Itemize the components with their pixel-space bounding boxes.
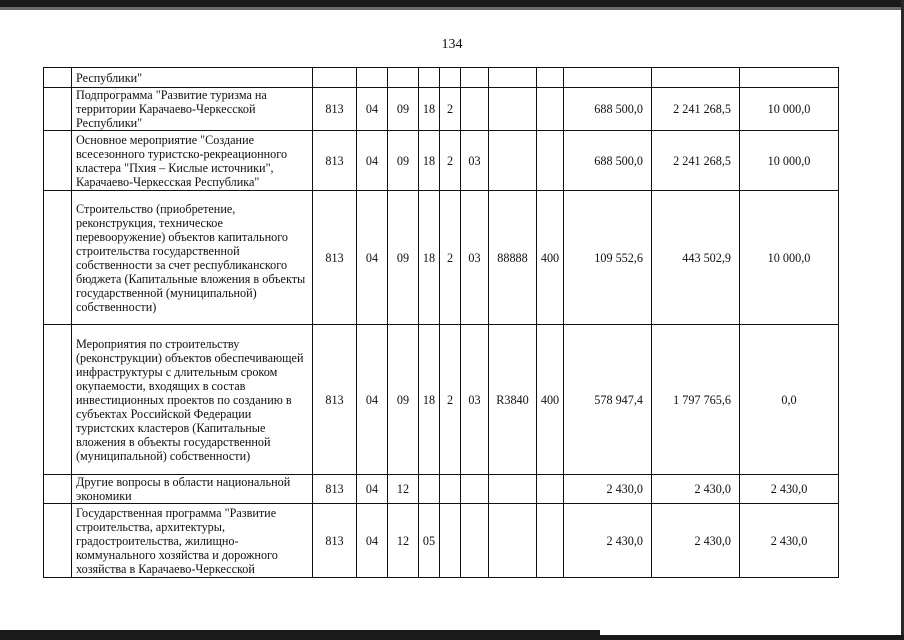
cell-cs3 xyxy=(461,68,489,88)
cell-cs2 xyxy=(440,504,461,578)
table-row xyxy=(44,191,839,325)
table-row xyxy=(44,88,839,131)
cell-s3: 0,0 xyxy=(740,325,839,475)
cell-pr: 12 xyxy=(388,504,419,578)
cell-ved: 813 xyxy=(313,88,357,131)
cell-rz xyxy=(357,68,388,88)
cell-blank xyxy=(44,131,72,191)
cell-pr: 09 xyxy=(388,131,419,191)
cell-s2: 2 241 268,5 xyxy=(652,88,740,131)
cell-cs1: 18 xyxy=(419,191,440,325)
cell-ved: 813 xyxy=(313,191,357,325)
cell-s1: 2 430,0 xyxy=(564,475,652,504)
cell-rz: 04 xyxy=(357,88,388,131)
table-row xyxy=(44,475,839,504)
cell-cs2: 2 xyxy=(440,88,461,131)
cell-cs4 xyxy=(489,475,537,504)
cell-cs3 xyxy=(461,88,489,131)
cell-cs2: 2 xyxy=(440,131,461,191)
cell-vr xyxy=(537,131,564,191)
cell-s2: 2 241 268,5 xyxy=(652,131,740,191)
cell-s3: 10 000,0 xyxy=(740,191,839,325)
cell-cs3 xyxy=(461,475,489,504)
cell-rz: 04 xyxy=(357,475,388,504)
cell-ved xyxy=(313,68,357,88)
cell-s2: 2 430,0 xyxy=(652,475,740,504)
cell-s1: 2 430,0 xyxy=(564,504,652,578)
cell-ved: 813 xyxy=(313,131,357,191)
cell-cs3: 03 xyxy=(461,325,489,475)
cell-ved: 813 xyxy=(313,504,357,578)
cell-cs1: 18 xyxy=(419,131,440,191)
cell-cs4: 88888 xyxy=(489,191,537,325)
cell-vr xyxy=(537,88,564,131)
cell-vr: 400 xyxy=(537,191,564,325)
cell-s3: 2 430,0 xyxy=(740,504,839,578)
cell-s3: 2 430,0 xyxy=(740,475,839,504)
cell-blank xyxy=(44,475,72,504)
cell-pr: 09 xyxy=(388,191,419,325)
cell-s2 xyxy=(652,68,740,88)
cell-vr xyxy=(537,68,564,88)
cell-pr: 09 xyxy=(388,325,419,475)
cell-blank xyxy=(44,191,72,325)
cell-cs1: 18 xyxy=(419,88,440,131)
table-row xyxy=(44,68,839,88)
cell-pr: 12 xyxy=(388,475,419,504)
cell-rz: 04 xyxy=(357,191,388,325)
cell-pr xyxy=(388,68,419,88)
cell-s2: 2 430,0 xyxy=(652,504,740,578)
cell-cs3 xyxy=(461,504,489,578)
cell-blank xyxy=(44,68,72,88)
cell-name: Республики" xyxy=(72,68,313,88)
cell-s3 xyxy=(740,68,839,88)
cell-cs1 xyxy=(419,68,440,88)
cell-ved: 813 xyxy=(313,325,357,475)
cell-s1 xyxy=(564,68,652,88)
cell-cs4: R3840 xyxy=(489,325,537,475)
cell-blank xyxy=(44,88,72,131)
budget-table xyxy=(43,67,839,578)
cell-vr xyxy=(537,504,564,578)
cell-pr: 09 xyxy=(388,88,419,131)
cell-name: Подпрограмма "Развитие туризма на территории Карачаево-Черкесской Республики" xyxy=(72,88,313,131)
cell-cs4 xyxy=(489,88,537,131)
cell-name: Основное мероприятие "Создание всесезонного туристско-рекреационного кластера "Пхия – Кислые источники", Карачаево-Черкесская Республика" xyxy=(72,131,313,191)
cell-vr xyxy=(537,475,564,504)
scan-top-edge xyxy=(0,0,904,7)
cell-cs4 xyxy=(489,68,537,88)
cell-blank xyxy=(44,325,72,475)
scan-bottom-edge-right xyxy=(600,635,904,640)
cell-s1: 688 500,0 xyxy=(564,131,652,191)
cell-cs2 xyxy=(440,475,461,504)
page-number: 134 xyxy=(441,37,463,52)
cell-s2: 1 797 765,6 xyxy=(652,325,740,475)
table-row xyxy=(44,504,839,578)
cell-rz: 04 xyxy=(357,131,388,191)
cell-cs3: 03 xyxy=(461,191,489,325)
cell-s1: 109 552,6 xyxy=(564,191,652,325)
cell-cs4 xyxy=(489,504,537,578)
table-row xyxy=(44,131,839,191)
scan-top-shadow xyxy=(0,7,904,10)
cell-rz: 04 xyxy=(357,325,388,475)
cell-name: Другие вопросы в области национальной экономики xyxy=(72,475,313,504)
cell-name: Государственная программа "Развитие строительства, архитектуры, градостроительства, жилищно-коммунального хозяйства и дорожного хозяйства в Карачаево-Черкесской xyxy=(72,504,313,578)
cell-cs2: 2 xyxy=(440,325,461,475)
cell-cs3: 03 xyxy=(461,131,489,191)
cell-cs1: 18 xyxy=(419,325,440,475)
cell-cs1: 05 xyxy=(419,504,440,578)
cell-s2: 443 502,9 xyxy=(652,191,740,325)
cell-cs2: 2 xyxy=(440,191,461,325)
cell-vr: 400 xyxy=(537,325,564,475)
table-row xyxy=(44,325,839,475)
cell-blank xyxy=(44,504,72,578)
cell-s3: 10 000,0 xyxy=(740,131,839,191)
cell-s3: 10 000,0 xyxy=(740,88,839,131)
scan-bottom-edge xyxy=(0,630,600,640)
cell-cs1 xyxy=(419,475,440,504)
cell-rz: 04 xyxy=(357,504,388,578)
cell-cs4 xyxy=(489,131,537,191)
cell-name: Строительство (приобретение, реконструкция, техническое перевооружение) объектов капитального строительства государственной собственности за счет республиканского бюджета (Капитальные вложения в объекты государственной (муниципальной) собственности) xyxy=(72,191,313,325)
cell-ved: 813 xyxy=(313,475,357,504)
cell-s1: 688 500,0 xyxy=(564,88,652,131)
cell-cs2 xyxy=(440,68,461,88)
cell-s1: 578 947,4 xyxy=(564,325,652,475)
cell-name: Мероприятия по строительству (реконструкции) объектов обеспечивающей инфраструктуры с длительным сроком окупаемости, входящих в состав инвестиционных проектов по созданию в субъектах Российской Федерации туристских кластеров (Капитальные вложения в объекты государственной (муниципальной) собственности) xyxy=(72,325,313,475)
